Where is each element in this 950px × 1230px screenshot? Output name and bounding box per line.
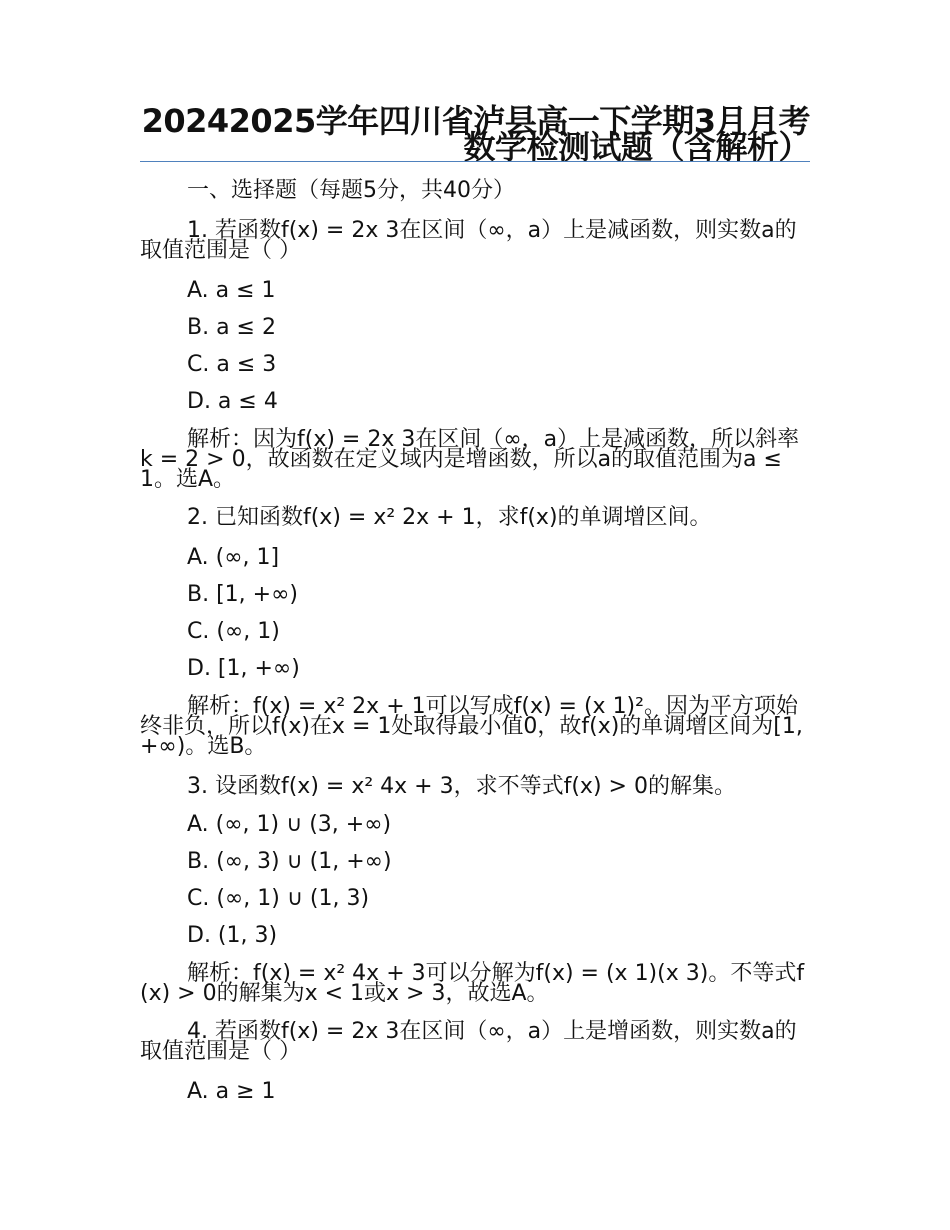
question-3-analysis: 解析：f(x) = x² 4x + 3可以分解为f(x) = (x 1)(x 3)。不等式f(x) > 0的解集为x < 1或x > 3，故选A。 bbox=[140, 961, 805, 1006]
question-3-option-d: D. (1, 3) bbox=[187, 923, 278, 948]
question-1-option-b: B. a ≤ 2 bbox=[187, 315, 276, 340]
question-2-option-c: C. (∞, 1) bbox=[187, 619, 280, 644]
question-1-option-a: A. a ≤ 1 bbox=[187, 278, 276, 303]
question-3-stem: 3. 设函数f(x) = x² 4x + 3，求不等式f(x) > 0的解集。 bbox=[187, 774, 736, 799]
question-4-option-a: A. a ≥ 1 bbox=[187, 1079, 276, 1104]
question-2-option-d: D. [1, +∞) bbox=[187, 656, 300, 681]
document-title: 20242025学年四川省泸县高一下学期3月月考数学检测试题（含解析） bbox=[141, 102, 810, 166]
question-2-option-b: B. [1, +∞) bbox=[187, 582, 298, 607]
question-3-option-b: B. (∞, 3) ∪ (1, +∞) bbox=[187, 849, 392, 874]
question-1-analysis: 解析：因为f(x) = 2x 3在区间（∞，a）上是减函数，所以斜率k = 2 > 0，故函数在定义域内是增函数，所以a的取值范围为a ≤ 1。选A。 bbox=[140, 427, 800, 492]
section-heading: 一、选择题（每题5分，共40分） bbox=[187, 178, 515, 203]
title-underline bbox=[140, 161, 810, 162]
question-1-option-d: D. a ≤ 4 bbox=[187, 389, 278, 414]
question-1-stem: 1. 若函数f(x) = 2x 3在区间（∞，a）上是减函数，则实数a的取值范围是（ ） bbox=[140, 218, 797, 263]
question-2-analysis: 解析：f(x) = x² 2x + 1可以写成f(x) = (x 1)²。因为平方项始终非负，所以f(x)在x = 1处取得最小值0，故f(x)的单调增区间为[1, +∞)。选B。 bbox=[140, 694, 803, 759]
question-1-option-c: C. a ≤ 3 bbox=[187, 352, 277, 377]
question-3-option-a: A. (∞, 1) ∪ (3, +∞) bbox=[187, 812, 392, 837]
question-2-option-a: A. (∞, 1] bbox=[187, 545, 280, 570]
question-3-option-c: C. (∞, 1) ∪ (1, 3) bbox=[187, 886, 370, 911]
question-4-stem: 4. 若函数f(x) = 2x 3在区间（∞，a）上是增函数，则实数a的取值范围是（ ） bbox=[140, 1019, 797, 1064]
question-2-stem: 2. 已知函数f(x) = x² 2x + 1，求f(x)的单调增区间。 bbox=[187, 505, 712, 530]
